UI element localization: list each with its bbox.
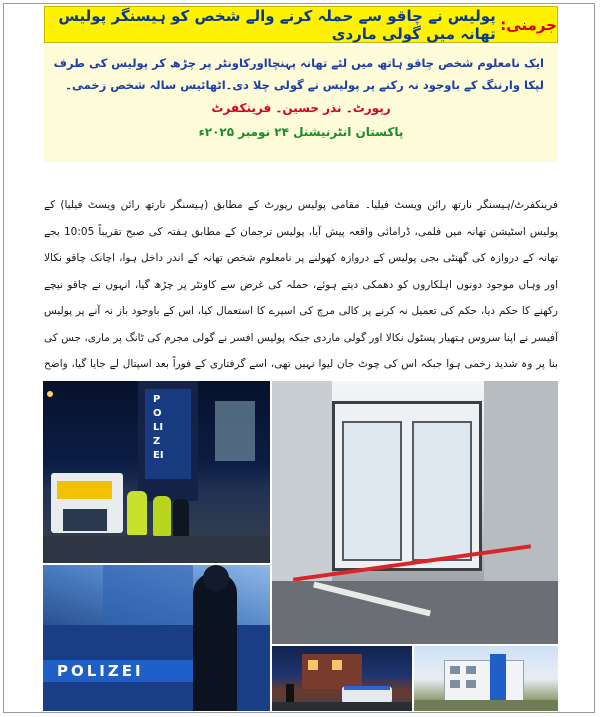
- photo-night-ambulance: [43, 381, 270, 563]
- photo-station-building: [414, 646, 558, 711]
- car-door-text: POLIZEI: [57, 662, 144, 680]
- summary-text: ایک نامعلوم شخص چاقو ہاتھ میں لئے تھانہ پہنچااورکاونٹر پر چڑھ کر پولیس کی طرف لپکا وارننگ کے باوجود نہ رکنے پر پولیس نے گولی چلا دی۔اٹھائیس سالہ شخص زخمی۔: [53, 56, 544, 92]
- photo-police-car: [43, 565, 270, 711]
- headline-bar: [44, 6, 558, 43]
- building-sign-text: POLIZEI: [153, 394, 164, 461]
- report-credit: رپورٹ۔ نذر حسین۔ فرینکفرٹ: [211, 101, 391, 115]
- photo-station-entrance: [272, 381, 558, 644]
- photo-street-night: [272, 646, 412, 711]
- article-body: فرینکفرٹ/ہیسنگر نارتھ رائن ویسٹ فیلیا۔ مقامی پولیس رپورٹ کے مطابق (ہیسنگر نارتھ رائن ویسٹ فیلیا) کے پولیس اسٹیشن تھانہ میں فلمی، ڈرامائی واقعہ پیش آیا، پولیس ترجمان کے مطابق ہفتہ کی صبح تقریباً 10:05 بجے تھانہ کے دروازہ کی گھنٹی بجی پولیس کے دروازہ کھولنے پر نامعلوم شخص تھانہ کے اندر داخل ہوا، اچانک چاقو نکالا اور وہاں موجود دونوں اہلکاروں کو دھمکی دیتے ہوئے، حملہ کی غرض سے کاونٹر پر چڑھ گیا، انہوں نے چاقو نیچے رکھنے کا حکم دیا، حکم کی تعمیل نہ کرنے پر کالی مرچ کی اسپرے کا استعمال کیا، اس کے باوجود باز نہ آنے پر پولیس آفیسر نے اپنا سروس ہتھیار پسٹول نکالا اور گولی ماردی جبکہ پولیس افسر نے گولی مجرم کی ٹانگ پر ماری، جس کی بنا پر وہ شدید زخمی ہوا جبکہ اس کی چوٹ جان لیوا نہیں تھی، اسے گرفتاری کے فوراً بعد اسپتال لے جایا گیا، واضح: [44, 199, 558, 370]
- summary-block: [44, 46, 558, 162]
- headline-text: پولیس نے چاقو سے حملہ کرنے والے شخص کو ہیسنگر پولیس تھانہ میں گولی ماردی: [58, 6, 496, 43]
- headline-lead: جرمنی:: [500, 15, 557, 34]
- dateline: پاکستان انٹرنیشنل ۲۴ نومبر ۲۰۲۵ء: [198, 125, 404, 139]
